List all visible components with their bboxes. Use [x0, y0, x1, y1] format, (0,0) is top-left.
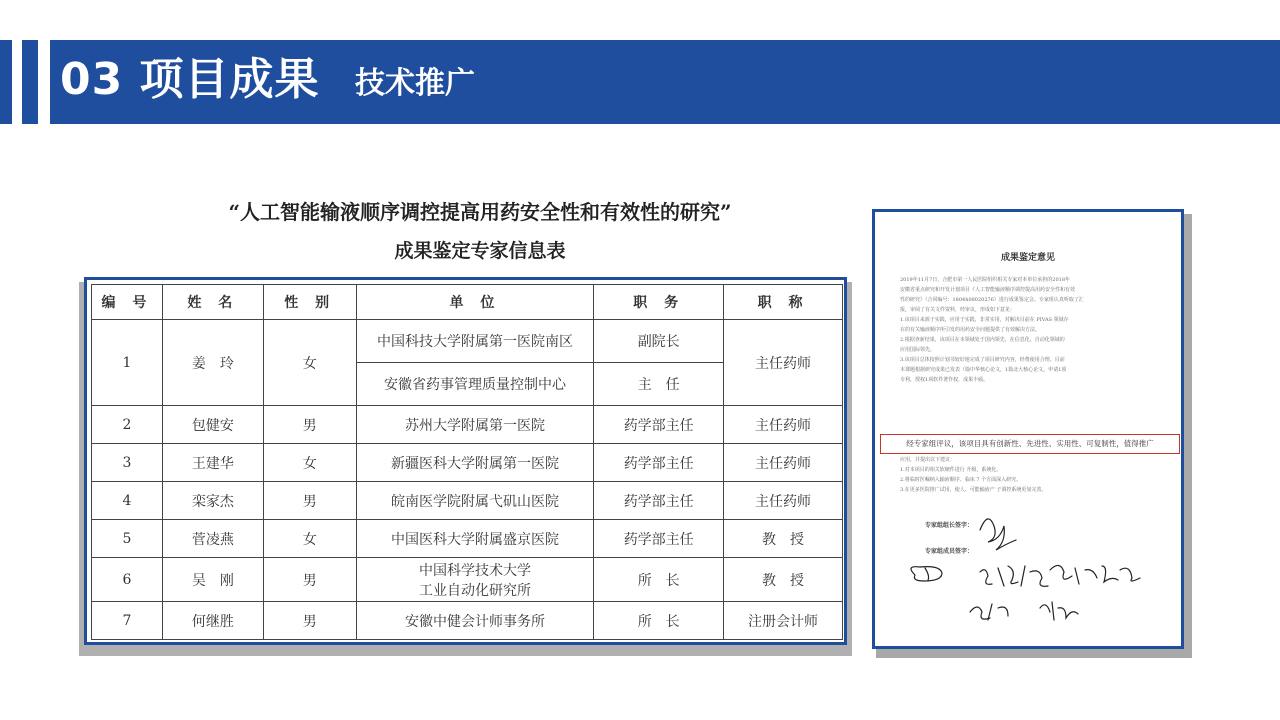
cell-unit: 新疆医科大学附属第一医院	[356, 444, 594, 482]
cell-title: 教 授	[724, 558, 843, 602]
table-row	[92, 482, 843, 520]
cell-unit: 皖南医学院附属弋矶山医院	[356, 482, 594, 520]
cell-gender: 男	[263, 602, 356, 640]
cell-title: 主任药师	[724, 406, 843, 444]
leader-signature-label: 专家组组长签字：	[925, 522, 974, 529]
signature-stroke	[911, 567, 942, 581]
opinion-line: 安徽省重点研究和开发计划项目《人工智能输液顺序调控提高用药安全性和有效	[900, 287, 1076, 293]
cell-no: 4	[92, 482, 163, 520]
cell-name: 姜 玲	[162, 320, 263, 406]
column-header-gender: 性 别	[263, 285, 356, 320]
opinion-line: 2.将临时医嘱纳入输液顺序、临床 7 个方面深入研究。	[900, 477, 1022, 483]
opinion-line: 3.该项目总体按照计划书较好地完成了项目研究内容，经费使用合理。目前	[900, 357, 1065, 363]
cell-post: 主 任	[594, 363, 724, 406]
cell-unit-line: 工业自动化研究所	[418, 582, 531, 599]
table-row	[92, 602, 843, 640]
cell-title: 主任药师	[724, 320, 843, 406]
cell-post: 副院长	[594, 320, 724, 363]
members-signature-label: 专家组成员签字：	[925, 548, 974, 555]
cell-title: 注册会计师	[724, 602, 843, 640]
opinion-line: 报，审阅了有关文件资料，经审议，形成如下意见：	[900, 307, 1016, 313]
cell-no: 3	[92, 444, 163, 482]
opinion-line: 应用国际领先。	[900, 347, 936, 353]
opinion-line: 3.在更多医院推广试用，使人、可能输液产 子调控系统更加完善。	[900, 487, 1047, 493]
cell-no: 7	[92, 602, 163, 640]
opinion-body	[900, 275, 1170, 385]
opinion-line: 1.对本项目的相关软硬件进行 升级，系统化。	[900, 467, 1002, 473]
accent-bar-right	[22, 40, 38, 124]
opinion-line: 2019年11月7日，合肥市第一人民医院组织相关专家对本单位承担的2018年	[900, 277, 1070, 283]
cell-unit: 安徽中健会计师事务所	[356, 602, 594, 640]
cell-post: 药学部主任	[594, 482, 724, 520]
cell-name: 菅凌燕	[162, 520, 263, 558]
cell-unit	[356, 558, 594, 602]
handwritten-signatures	[880, 500, 1180, 640]
cell-title: 主任药师	[724, 482, 843, 520]
expert-info-table	[91, 284, 843, 640]
opinion-line: 性的研究》（合同编号：1804h08020276）进行成果鉴定会。专家组认真听取了汇	[900, 297, 1084, 303]
cell-name: 栾家杰	[162, 482, 263, 520]
opinion-title: 成果鉴定意见	[1000, 253, 1055, 263]
cell-unit-line: 中国科学技术大学	[418, 562, 531, 579]
opinion-line: 应用，并提出以下建议：	[900, 457, 956, 463]
table-header-row	[92, 285, 843, 320]
cell-post: 所 长	[594, 558, 724, 602]
table-row	[92, 406, 843, 444]
cell-gender: 女	[263, 520, 356, 558]
cell-name: 包健安	[162, 406, 263, 444]
opinion-line: 1.该项目来源于实践，应用于实践，非常实用，对解决目前在 PIVAS 领域存	[900, 317, 1069, 323]
cell-name: 王建华	[162, 444, 263, 482]
signature-stroke	[970, 604, 1008, 620]
cell-gender: 男	[263, 406, 356, 444]
cell-title: 主任药师	[724, 444, 843, 482]
cell-no: 1	[92, 320, 163, 406]
opinion-line: 本课题根据研究成果已发表（篇中华核心论文，1篇北大核心论文，申请1项	[900, 367, 1067, 373]
cell-gender: 女	[263, 444, 356, 482]
column-header-unit: 单 位	[356, 285, 594, 320]
cell-no: 6	[92, 558, 163, 602]
cell-no: 5	[92, 520, 163, 558]
accent-bar-left	[0, 40, 12, 124]
cell-gender: 女	[263, 320, 356, 406]
cell-unit: 中国科技大学附属第一医院南区	[356, 320, 594, 363]
cell-post: 所 长	[594, 602, 724, 640]
column-header-name: 姓 名	[162, 285, 263, 320]
table-row	[92, 320, 843, 363]
cell-post: 药学部主任	[594, 520, 724, 558]
opinion-line: 2.根据查新结果，该项目在本领域处于国内领先，在信息化、自动化领域的	[900, 337, 1065, 343]
cell-post: 药学部主任	[594, 406, 724, 444]
column-header-post: 职 务	[594, 285, 724, 320]
cell-gender: 男	[263, 482, 356, 520]
opinion-line: 在的有关输液顺序所引发的用药安全问题提供了有效解决方法。	[900, 327, 1041, 333]
cell-name: 吴 刚	[162, 558, 263, 602]
opinion-line: 专利，授权1项软件著作权，成果丰硕。	[900, 377, 989, 383]
table-row	[92, 520, 843, 558]
cell-name: 何继胜	[162, 602, 263, 640]
cell-post: 药学部主任	[594, 444, 724, 482]
cell-title: 教 授	[724, 520, 843, 558]
signature-stroke	[980, 566, 1048, 586]
signature-stroke	[1050, 565, 1140, 584]
signature-stroke	[1040, 602, 1078, 620]
page-subtitle: 技术推广	[355, 66, 475, 101]
cell-no: 2	[92, 406, 163, 444]
column-header-no: 编 号	[92, 285, 163, 320]
table-row	[92, 558, 843, 602]
opinion-suggestions	[900, 455, 1170, 495]
signature-stroke	[980, 519, 1016, 550]
cell-unit: 苏州大学附属第一医院	[356, 406, 594, 444]
table-row	[92, 444, 843, 482]
cell-unit: 安徽省药事管理质量控制中心	[356, 363, 594, 406]
document-subtitle: 成果鉴定专家信息表	[394, 240, 566, 262]
page-title: 03 项目成果	[60, 54, 320, 105]
cell-unit: 中国医科大学附属盛京医院	[356, 520, 594, 558]
column-header-title: 职 称	[724, 285, 843, 320]
cell-gender: 男	[263, 558, 356, 602]
document-title: “人工智能输液顺序调控提高用药安全性和有效性的研究”	[228, 200, 732, 224]
opinion-highlight: 经专家组评议，该项目具有创新性、先进性、实用性、可复制性，值得推广	[880, 434, 1180, 454]
